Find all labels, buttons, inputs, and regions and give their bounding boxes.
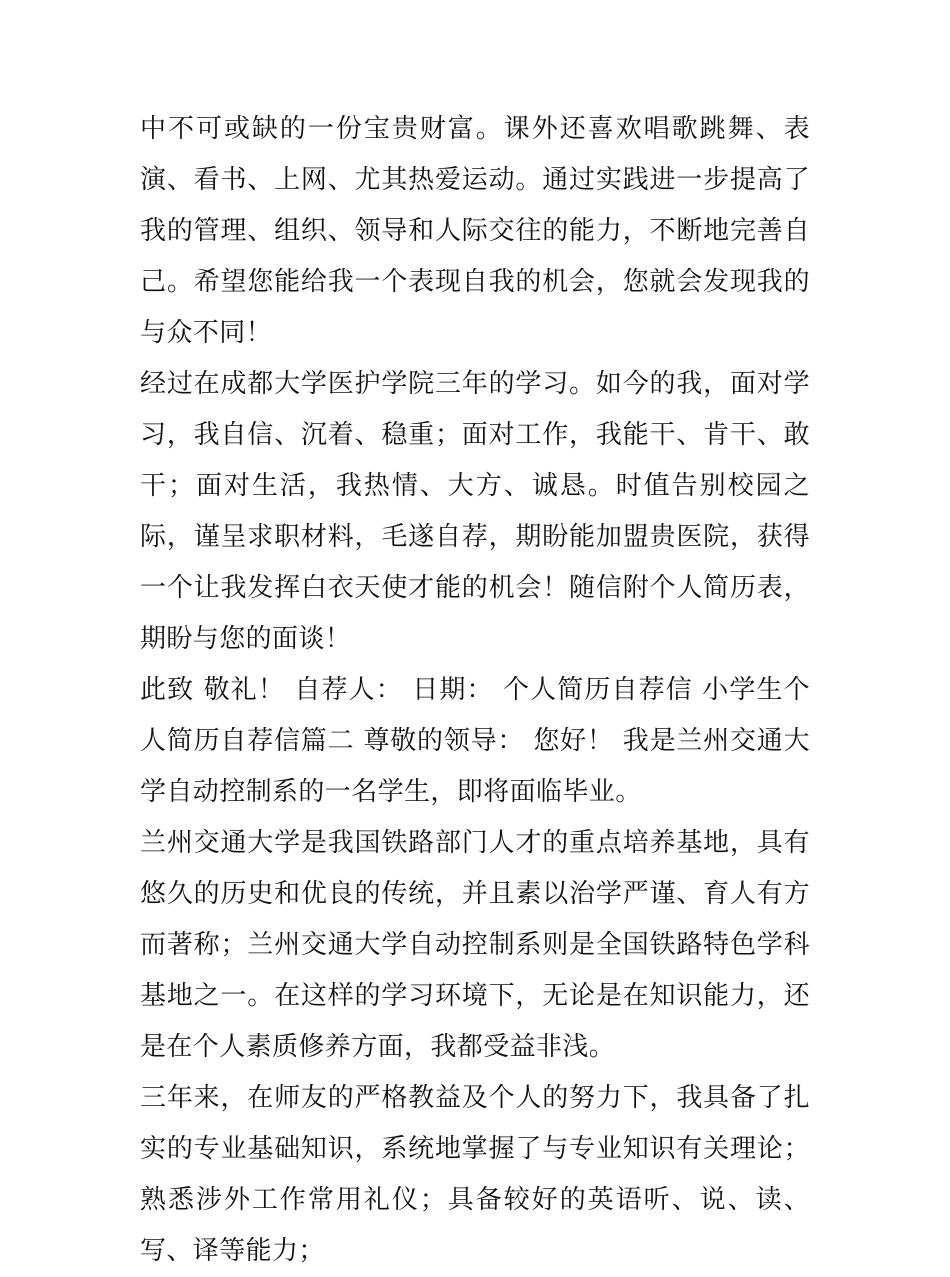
paragraph-4: 兰州交通大学是我国铁路部门人才的重点培养基地，具有悠久的历史和优良的传统，并且素以治学严谨、育人有方而著称；兰州交通大学自动控制系则是全国铁路特色学科基地之一。在这样的学习环境下，无论是在知识能力，还是在个人素质修养方面，我都受益非浅。 xyxy=(140,828,810,1062)
document-page xyxy=(140,104,810,1277)
paragraph-1: 中不可或缺的一份宝贵财富。课外还喜欢唱歌跳舞、表演、看书、上网、尤其热爱运动。通过实践进一步提高了我的管理、组织、领导和人际交往的能力，不断地完善自己。希望您能给我一个表现自我的机会，您就会发现我的与众不同！ xyxy=(140,114,810,348)
paragraph-5: 三年来，在师友的严格教益及个人的努力下，我具备了扎实的专业基础知识，系统地掌握了与专业知识有关理论；熟悉涉外工作常用礼仪；具备较好的英语听、说、读、写、译等能力； xyxy=(140,1083,810,1266)
paragraph-2: 经过在成都大学医护学院三年的学习。如今的我，面对学习，我自信、沉着、稳重；面对工作，我能干、肯干、敢干；面对生活，我热情、大方、诚恳。时值告别校园之际，谨呈求职材料，毛遂自荐，期盼能加盟贵医院，获得一个让我发挥白衣天使才能的机会！随信附个人简历表，期盼与您的面谈！ xyxy=(140,369,810,654)
paragraph-3: 此致 敬礼！ 自荐人： 日期： 个人简历自荐信 小学生个人简历自荐信篇二 尊敬的领导： 您好！ 我是兰州交通大学自动控制系的一名学生，即将面临毕业。 xyxy=(140,675,810,807)
